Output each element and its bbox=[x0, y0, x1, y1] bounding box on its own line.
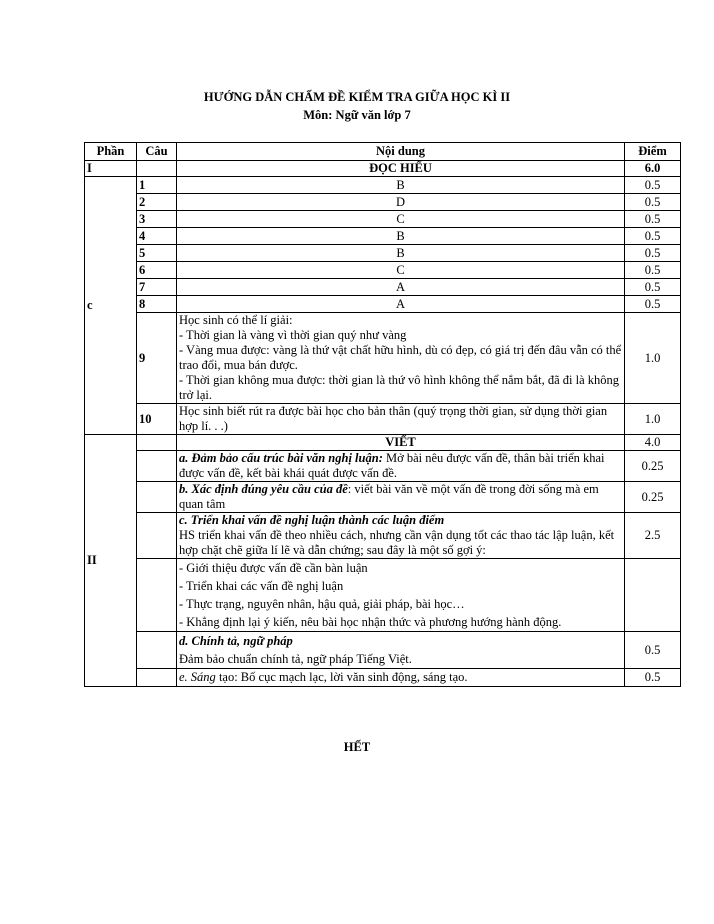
part2-label: II bbox=[85, 435, 137, 687]
header-content: Nội dung bbox=[177, 143, 625, 161]
criterion-e bbox=[177, 669, 625, 687]
table-row-d bbox=[85, 632, 681, 669]
criterion-c-label: c. Triển khai vấn đề nghị luận thành các luận điểm bbox=[179, 513, 445, 527]
table-row-q9 bbox=[85, 313, 681, 404]
part1-label: I bbox=[85, 161, 137, 177]
score: 1.0 bbox=[625, 404, 681, 435]
score: 0.5 bbox=[625, 632, 681, 669]
q9-content bbox=[177, 313, 625, 404]
header-part: Phần bbox=[85, 143, 137, 161]
table-row-b bbox=[85, 482, 681, 513]
suggestions bbox=[177, 559, 625, 632]
answer: C bbox=[177, 211, 625, 228]
answer: B bbox=[177, 228, 625, 245]
score: 0.5 bbox=[625, 228, 681, 245]
table-row-q10 bbox=[85, 404, 681, 435]
answer: B bbox=[177, 177, 625, 194]
criterion-b bbox=[177, 482, 625, 513]
criterion-c bbox=[177, 513, 625, 559]
table-row-c bbox=[85, 513, 681, 559]
score: 2.5 bbox=[625, 513, 681, 559]
table-row bbox=[85, 245, 681, 262]
question-num: 4 bbox=[137, 228, 177, 245]
q9-line: Học sinh có thể lí giải: bbox=[179, 313, 293, 327]
criterion-e-label: e. Sáng bbox=[179, 670, 216, 684]
question-num: 3 bbox=[137, 211, 177, 228]
score: 0.5 bbox=[625, 279, 681, 296]
score: 0.5 bbox=[625, 211, 681, 228]
q10-content: Học sinh biết rút ra được bài học cho bản thân (quý trọng thời gian, sử dụng thời gian hợp lí. . .) bbox=[177, 404, 625, 435]
header-question: Câu bbox=[137, 143, 177, 161]
score: 0.5 bbox=[625, 245, 681, 262]
part2-score: 4.0 bbox=[625, 435, 681, 451]
score: 0.5 bbox=[625, 296, 681, 313]
table-row bbox=[85, 211, 681, 228]
part1-score: 6.0 bbox=[625, 161, 681, 177]
part2-title-row bbox=[85, 435, 681, 451]
table-row bbox=[85, 262, 681, 279]
criterion-e-text: tạo: Bố cục mạch lạc, lời văn sinh động, sáng tạo. bbox=[215, 670, 468, 684]
grading-table bbox=[84, 142, 681, 687]
score: 0.5 bbox=[625, 177, 681, 194]
q9-line: - Thời gian là vàng vì thời gian quý như vàng bbox=[179, 328, 407, 342]
question-num: 10 bbox=[137, 404, 177, 435]
score: 0.5 bbox=[625, 669, 681, 687]
suggestion-item: - Khẳng định lại ý kiến, nêu bài học nhận thức và phương hướng hành động. bbox=[179, 615, 562, 629]
table-row bbox=[85, 177, 681, 194]
criterion-d-label: d. Chính tả, ngữ pháp bbox=[179, 634, 293, 648]
suggestion-item: - Thực trạng, nguyên nhân, hậu quả, giải pháp, bài học… bbox=[179, 597, 465, 611]
table-row bbox=[85, 296, 681, 313]
part1-title: ĐỌC HIỂU bbox=[177, 161, 625, 177]
criterion-a bbox=[177, 451, 625, 482]
q9-line: - Thời gian không mua được: thời gian là thứ vô hình không thể nắm bắt, đã đi là không trở lại. bbox=[179, 373, 620, 402]
score: 0.25 bbox=[625, 482, 681, 513]
criterion-d bbox=[177, 632, 625, 669]
score: 1.0 bbox=[625, 313, 681, 404]
table-row-suggestions bbox=[85, 559, 681, 632]
part2-title: VIẾT bbox=[177, 435, 625, 451]
score: 0.5 bbox=[625, 262, 681, 279]
document-title: HƯỚNG DẪN CHẤM ĐỀ KIỂM TRA GIỮA HỌC KÌ II bbox=[203, 90, 511, 104]
question-num: 6 bbox=[137, 262, 177, 279]
question-num: 8 bbox=[137, 296, 177, 313]
criterion-a-text: Mở bài nêu được vấn đề, thân bài triển khai được vấn đề, kết bài khái quát được vấn đề. bbox=[179, 451, 605, 480]
criterion-b-text: : viết bài văn về một vấn đề trong đời sống mà em quan tâm bbox=[179, 482, 599, 511]
suggestion-item: - Triển khai các vấn đề nghị luận bbox=[179, 579, 344, 593]
table-row bbox=[85, 194, 681, 211]
document-subtitle: Môn: Ngữ văn lớp 7 bbox=[303, 108, 411, 122]
table-row bbox=[85, 228, 681, 245]
question-num: 2 bbox=[137, 194, 177, 211]
table-header-row bbox=[85, 143, 681, 161]
question-num: 9 bbox=[137, 313, 177, 404]
criterion-c-text: HS triển khai vấn đề theo nhiều cách, nhưng cần vận dụng tốt các thao tác lập luận, kết hợp chặt chẽ giữa lí lẽ và dẫn chứng; sau đây là một số gợi ý: bbox=[179, 528, 615, 557]
score: 0.5 bbox=[625, 194, 681, 211]
end-marker: HẾT bbox=[343, 740, 371, 754]
table-row bbox=[85, 279, 681, 296]
part1-side-label: c bbox=[85, 177, 137, 435]
q9-line: - Vàng mua được: vàng là thứ vật chất hữu hình, dù có đẹp, có giá trị đến đâu vẫn có thể trao đổi, mua bán được. bbox=[179, 343, 622, 372]
answer: D bbox=[177, 194, 625, 211]
criterion-a-label: a. Đảm bảo cấu trúc bài văn nghị luận: bbox=[179, 451, 383, 465]
question-num: 7 bbox=[137, 279, 177, 296]
answer: B bbox=[177, 245, 625, 262]
suggestion-item: - Giới thiệu được vấn đề cần bàn luận bbox=[179, 561, 368, 575]
answer: C bbox=[177, 262, 625, 279]
answer: A bbox=[177, 296, 625, 313]
question-num: 1 bbox=[137, 177, 177, 194]
criterion-b-label: b. Xác định đúng yêu cầu của đề bbox=[179, 482, 348, 496]
criterion-d-text: Đảm bảo chuẩn chính tả, ngữ pháp Tiếng Việt. bbox=[179, 652, 412, 666]
score: 0.25 bbox=[625, 451, 681, 482]
table-row-e bbox=[85, 669, 681, 687]
question-num: 5 bbox=[137, 245, 177, 262]
answer: A bbox=[177, 279, 625, 296]
header-score: Điểm bbox=[625, 143, 681, 161]
table-row-a bbox=[85, 451, 681, 482]
part1-title-row bbox=[85, 161, 681, 177]
